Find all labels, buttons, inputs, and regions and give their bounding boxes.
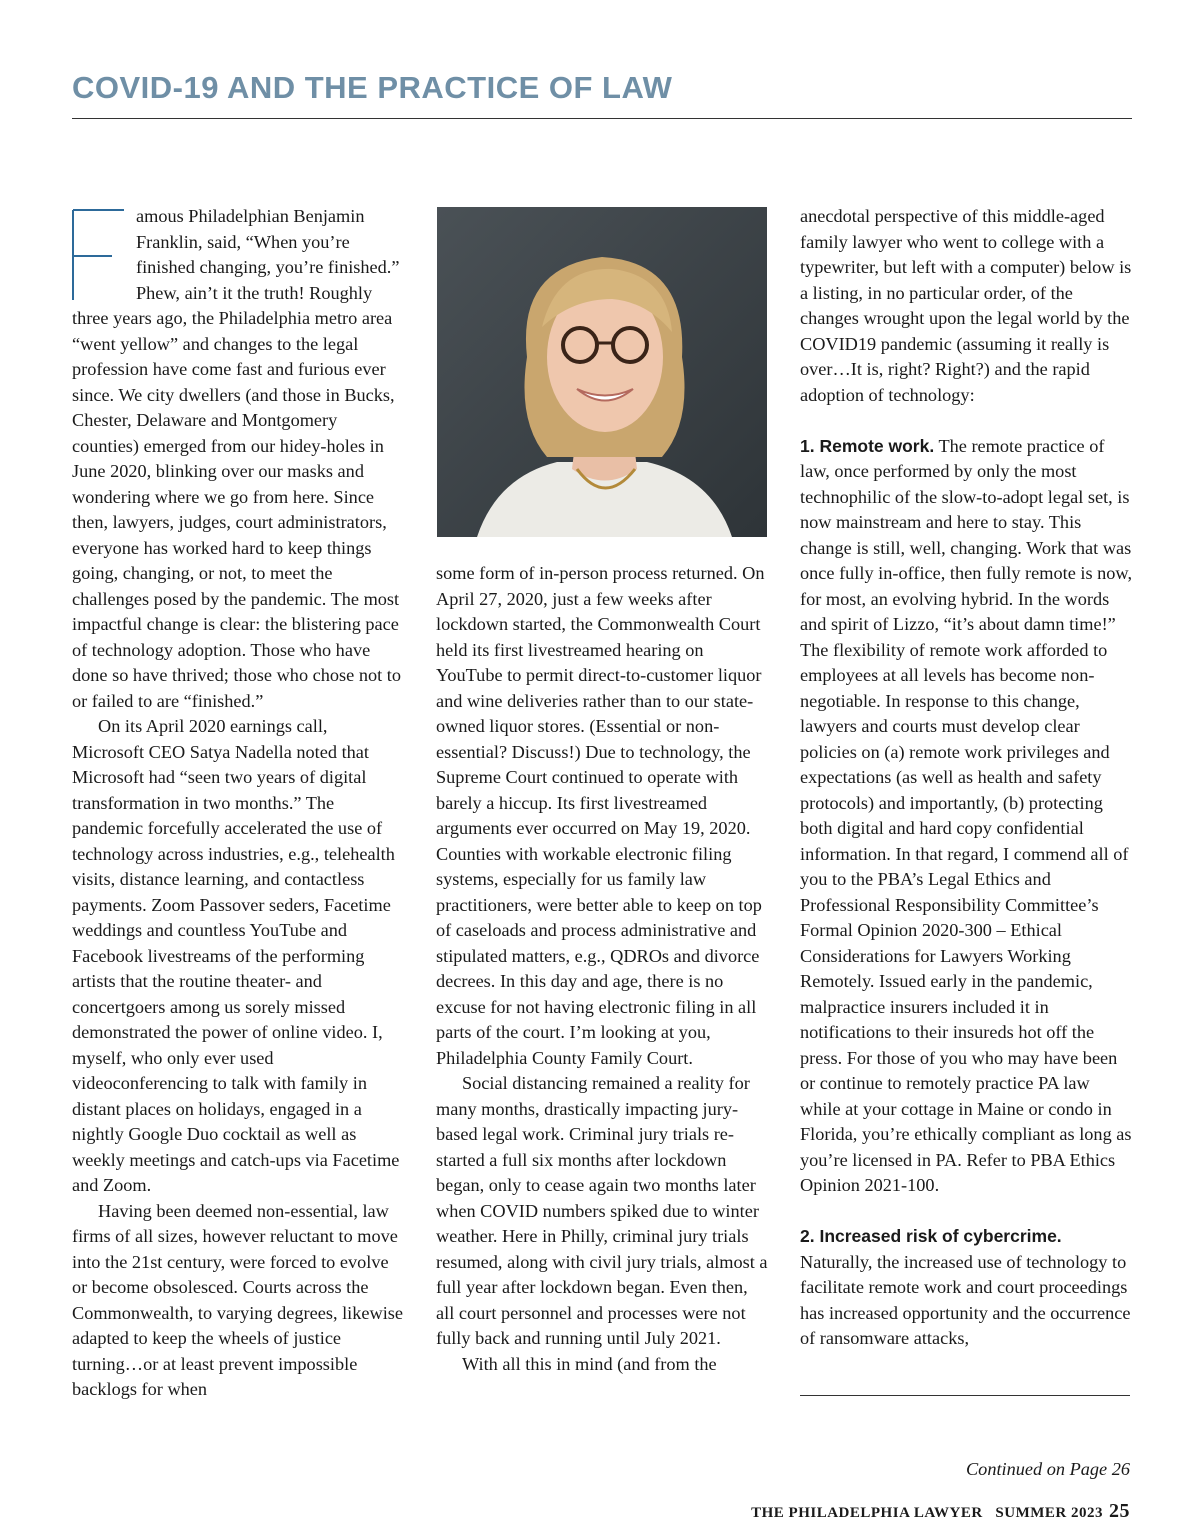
drop-cap-letter-f-icon [72, 208, 128, 304]
column-3 [800, 204, 1134, 1352]
column-2 [436, 561, 768, 1377]
page-footer [751, 1500, 1130, 1523]
paragraph [800, 434, 1134, 1199]
paragraph: On its April 2020 earnings call, Microsoft CEO Satya Nadella noted that Microsoft had “seen two years of digital transformation in two months.” The pandemic forcefully accelerated the use of technology across industries, e.g., telehealth visits, distance learning, and contactless payments. Zoom Passover seders, Facetime weddings and countless YouTube and Facebook livestreams of the performing artists that the routine theater- and concertgoers among us sorely missed demonstrated the power of online video. I, myself, who only ever used videoconferencing to talk with family in distant places on holidays, engaged in a nightly Google Duo cocktail as well as weekly meetings and catch-ups via Facetime and Zoom. [72, 716, 400, 1195]
paragraph: Social distancing remained a reality for many months, drastically impacting jury-based legal work. Criminal jury trials re-started a full six months after lockdown began, only to cease again two months later when COVID numbers spiked due to winter weather. Here in Philly, criminal jury trials resumed, along with civil jury trials, almost a full year after lockdown began. Even then, all court personnel and processes were not fully back and running until July 2021. [436, 1073, 768, 1348]
paragraph: With all this in mind (and from the [462, 1353, 717, 1374]
author-photo [437, 207, 767, 537]
section-title: COVID-19 AND THE PRACTICE OF LAW [72, 70, 673, 105]
paragraph: anecdotal perspective of this middle-aged family lawyer who went to college with a typewriter, but left with a computer) below is a listing, in no particular order, of the changes wrought upon the legal world by the COVID19 pandemic (assuming it really is over…It is, right? Right?) and the rapid adoption of technology: [800, 206, 1132, 405]
paragraph: amous Philadelphian Benjamin Franklin, said, “When you’re finished changing, you’re finished.” Phew, ain’t it the truth! Roughly three years ago, the Philadelphia metro area “went yellow” and changes to the legal profession have come fast and furious ever since. We city dwellers (and those in Bucks, Chester, Delaware and Montgomery counties) emerged from our hidey-holes in June 2020, blinking over our masks and wondering where we go from here. Since then, lawyers, judges, court administrators, everyone has worked hard to keep things going, changing, or not, to meet the challenges posed by the pandemic. The most impactful change is clear: the blistering pace of technology adoption. Those who have done so have thrived; those who chose not to or failed to are “finished.” [72, 206, 401, 711]
column-1 [72, 204, 404, 1403]
drop-cap [72, 208, 128, 304]
paragraph-text: The remote practice of law, once performed by only the most technophilic of the slow-to-adopt legal set, is now mainstream and here to stay. This change is still, well, changing. Work that was once fully in-office, then fully remote is now, for most, an evolving hybrid. In the words and spirit of Lizzo, “it’s about damn time!” The flexibility of remote work afforded to employees at all levels has become non-negotiable. In response to this change, lawyers and courts must develop clear policies on (a) remote work privileges and expectations (as well as health and safety protocols) and importantly, (b) protecting both digital and hard copy confidential information. In that regard, I commend all of you to the PBA’s Legal Ethics and Professional Responsibility Committee’s Formal Opinion 2020-300 – Ethical Considerations for Lawyers Working Remotely. Issued early in the pandemic, malpractice insurers included it in notifications to their insureds hot off the press. For those of you who may have been or continue to remotely practice PA law while at your cottage in Maine or condo in Florida, you’re ethically compliant as long as you’re licensed in PA. Refer to PBA Ethics Opinion 2021-100. [800, 435, 1133, 1195]
continued-link[interactable]: Continued on Page 26 [965, 1459, 1130, 1479]
continued-divider [800, 1395, 1130, 1396]
paragraph: Naturally, the increased use of technology to facilitate remote work and court proceedings has increased opportunity and the occurrence of ransomware attacks, [800, 1251, 1131, 1348]
publication-name: THE PHILADELPHIA LAWYER SUMMER 2023 [751, 1505, 1103, 1521]
paragraph: some form of in-person process returned. On April 27, 2020, just a few weeks after lockdown started, the Commonwealth Court held its first livestreamed hearing on YouTube to permit direct-to-customer liquor and wine deliveries rather than to our state-owned liquor stores. (Essential or non-essential? Discuss!) Due to technology, the Supreme Court continued to operate with barely a hiccup. Its first livestreamed arguments ever occurred on May 19, 2020. Counties with workable electronic filing systems, especially for us family law practitioners, were better able to keep on top of caseloads and process administrative and stipulated matters, e.g., QDROs and divorce decrees. In this day and age, there is no excuse for not having electronic filing in all parts of the court. I’m looking at you, Philadelphia County Family Court. [436, 563, 765, 1068]
page-number: 25 [1109, 1500, 1130, 1522]
paragraph: Having been deemed non-essential, law firms of all sizes, however reluctant to move into the 21st century, were forced to evolve or become obsolesced. Courts across the Commonwealth, to varying degrees, likewise adapted to keep the wheels of justice turning…or at least prevent impossible backlogs for when [72, 1200, 404, 1399]
subheading-cybercrime: 2. Increased risk of cybercrime. [800, 1226, 1062, 1246]
header-divider [72, 118, 1132, 119]
subheading-remote-work: 1. Remote work. [800, 435, 935, 456]
